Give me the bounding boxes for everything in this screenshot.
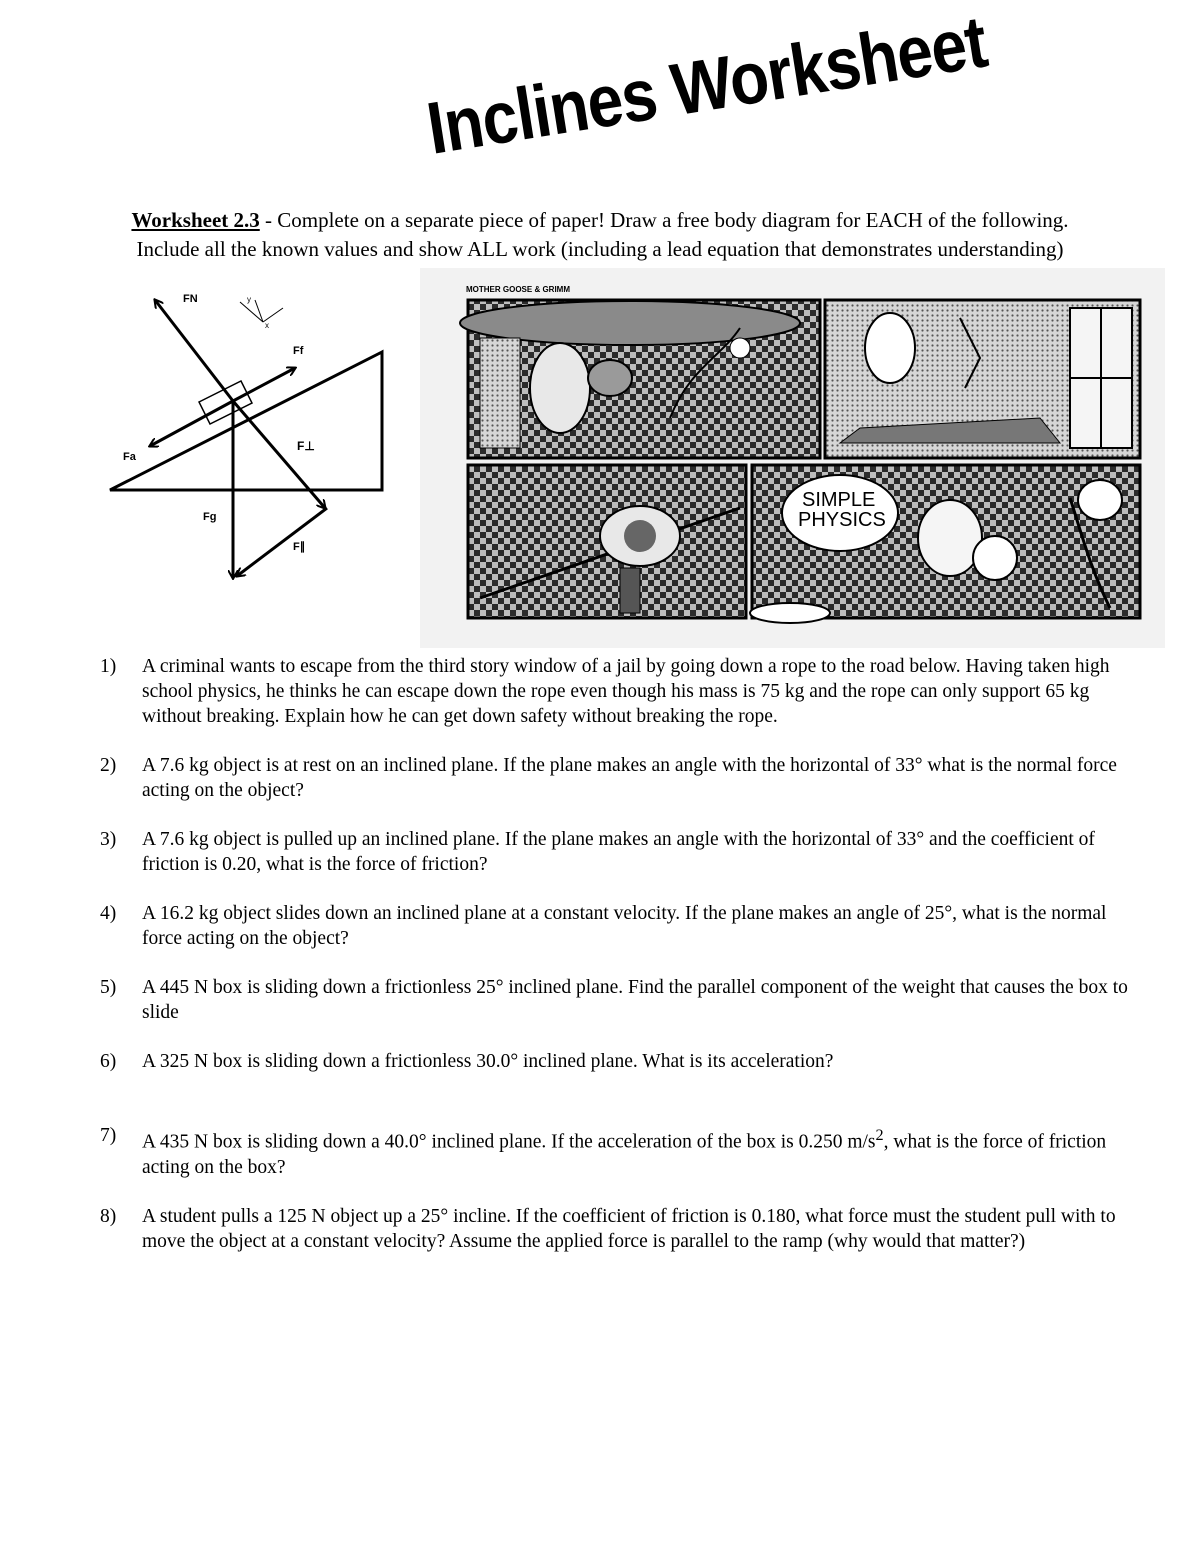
normal-force-arrow bbox=[155, 300, 233, 401]
question-number: 2) bbox=[100, 755, 117, 776]
instructions-line-2: Include all the known values and show ALL work (including a lead equation that demonstrates understanding) bbox=[136, 237, 1064, 261]
axis-y-label: y bbox=[247, 295, 251, 304]
question-number: 8) bbox=[100, 1205, 117, 1227]
comic-strip-title: MOTHER GOOSE & GRIMM bbox=[466, 285, 570, 294]
question-text: A 445 N box is sliding down a frictionless 25° inclined plane. Find the parallel component of the weight that causes the box to slide bbox=[142, 977, 1128, 1023]
title-block bbox=[420, 0, 992, 170]
perpendicular-force-arrow bbox=[233, 401, 325, 508]
question-item-3 bbox=[100, 827, 1130, 877]
question-item-4 bbox=[100, 901, 1130, 951]
question-number: 3) bbox=[100, 829, 117, 850]
question-item-2 bbox=[100, 753, 1130, 803]
speech-bubble-line-2: PHYSICS bbox=[798, 509, 886, 531]
axes-icon bbox=[240, 295, 283, 330]
question-item-1 bbox=[100, 654, 1130, 729]
instructions-text-1: - Complete on a separate piece of paper! Draw a free body diagram for EACH of the following. bbox=[259, 208, 1069, 232]
applied-force-arrow bbox=[150, 401, 233, 446]
incline-triangle bbox=[110, 352, 382, 490]
question-text-a: A 435 N box is sliding down a 40.0° inclined plane. If the acceleration of the box is 0.250 m/s bbox=[142, 1131, 876, 1153]
comic-panel-3 bbox=[468, 465, 746, 618]
comic-panel-2 bbox=[825, 300, 1140, 458]
free-body-diagram bbox=[95, 280, 405, 600]
question-number: 7) bbox=[100, 1125, 117, 1146]
question-item-7 bbox=[100, 1123, 1130, 1180]
question-list bbox=[100, 654, 1130, 1254]
question-text: A student pulls a 125 N object up a 25° incline. If the coefficient of friction is 0.180, what force must the student pull with to move the object at a constant velocity? Assume the applied force is parallel to the ramp (why would that matter?) bbox=[142, 1205, 1116, 1252]
label-fpar: F∥ bbox=[293, 541, 306, 553]
page-title: Inclines Worksheet bbox=[421, 0, 992, 170]
question-number: 6) bbox=[100, 1051, 117, 1072]
axis-x-label: x bbox=[265, 321, 269, 330]
worksheet-label: Worksheet 2.3 bbox=[131, 208, 260, 232]
question-number: 1) bbox=[100, 656, 117, 677]
question-text: A 16.2 kg object slides down an inclined plane at a constant velocity. If the plane makes an angle of 25°, what is the normal force acting on the object? bbox=[142, 903, 1107, 949]
question-number: 5) bbox=[100, 977, 117, 998]
parallel-force-arrow bbox=[237, 508, 327, 576]
instructions bbox=[60, 206, 1140, 264]
question-text: A criminal wants to escape from the third story window of a jail by going down a rope to the road below. Having taken high school physics, he thinks he can escape down the rope even though his mass is 75 kg and the rope can only support 65 kg without breaking. Explain how he can get down safety without breaking the rope. bbox=[142, 656, 1110, 727]
comic-panel-1 bbox=[460, 300, 820, 458]
label-fn: FN bbox=[183, 293, 198, 305]
question-text-b: , what is the force of friction acting on the box? bbox=[142, 1131, 1107, 1178]
label-fg: Fg bbox=[203, 511, 217, 523]
question-superscript: 2 bbox=[875, 1126, 884, 1144]
question-text: A 7.6 kg object is pulled up an inclined plane. If the plane makes an angle with the horizontal of 33° and the coefficient of friction is 0.20, what is the force of friction? bbox=[142, 829, 1095, 875]
block-shape bbox=[199, 381, 252, 424]
speech-bubble-line-1: SIMPLE bbox=[802, 489, 876, 511]
question-item-8 bbox=[100, 1204, 1130, 1254]
label-fperp: F⊥ bbox=[297, 439, 315, 453]
comic-strip bbox=[420, 268, 1165, 648]
comic-panel-4 bbox=[750, 465, 1140, 623]
question-text: A 7.6 kg object is at rest on an inclined plane. If the plane makes an angle with the horizontal of 33° what is the normal force acting on the object? bbox=[142, 755, 1117, 801]
question-text: A 325 N box is sliding down a frictionless 30.0° inclined plane. What is its acceleration? bbox=[142, 1051, 834, 1072]
question-item-5 bbox=[100, 975, 1130, 1025]
label-ff: Ff bbox=[293, 345, 304, 357]
instructions-line-1 bbox=[60, 206, 1140, 235]
question-number: 4) bbox=[100, 903, 117, 924]
question-item-6 bbox=[100, 1049, 1130, 1074]
label-fa: Fa bbox=[123, 451, 136, 463]
